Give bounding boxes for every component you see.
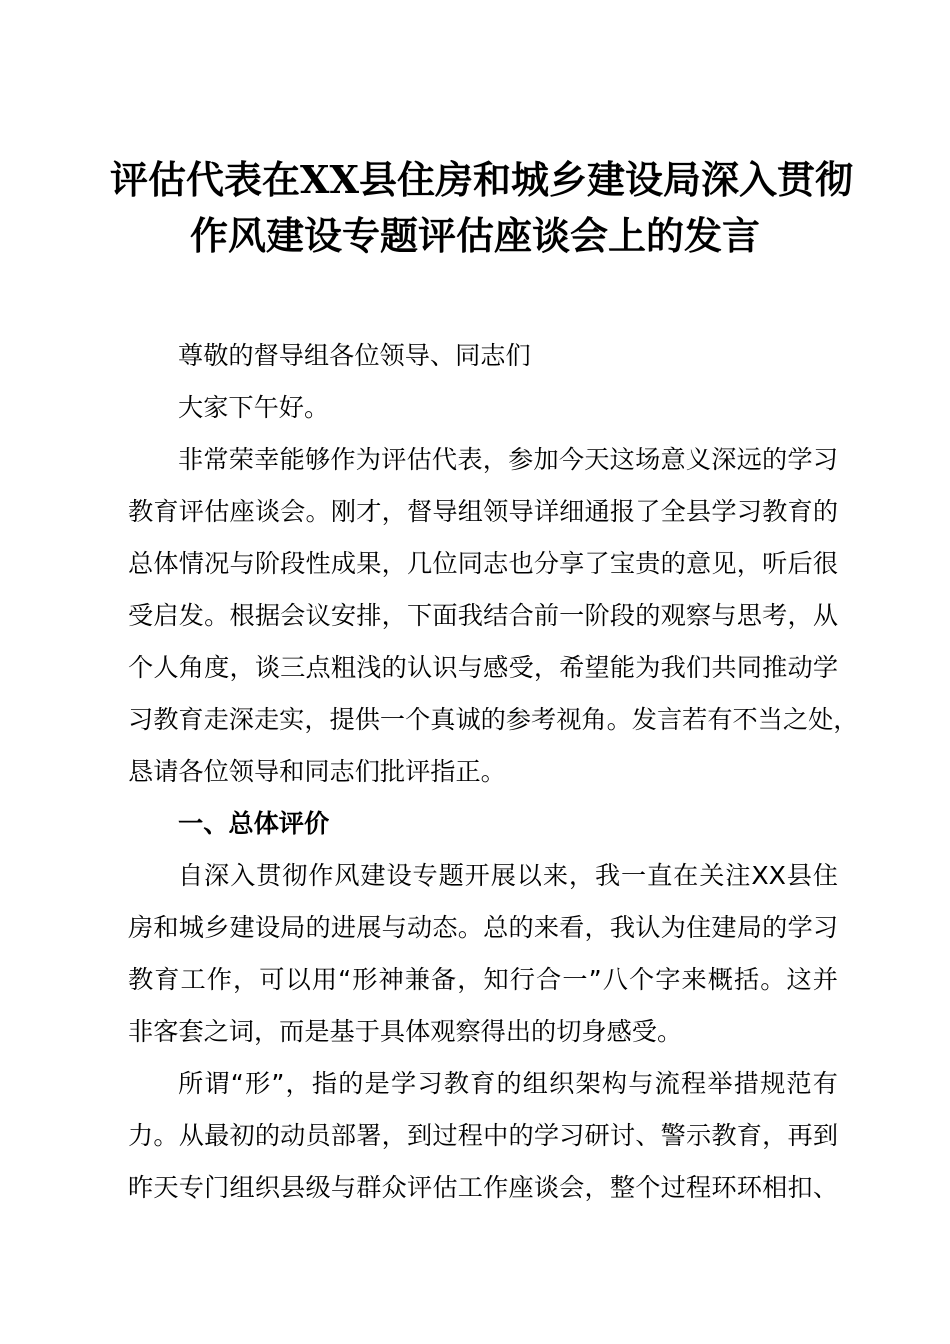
document-title-line-2: 作风建设专题评估座谈会上的发言 xyxy=(189,213,760,258)
paragraph-1-line: 受启发。根据会议安排，下面我结合前一阶段的观察与思考，从 xyxy=(128,601,838,630)
paragraph-2-line: 房和城乡建设局的进展与动态。总的来看，我认为住建局的学习 xyxy=(128,913,838,942)
paragraph-2-line: 教育工作，可以用“形神兼备，知行合一”八个字来概括。这并 xyxy=(128,965,838,994)
paragraph-2-line: 非客套之词，而是基于具体观察得出的切身感受。 xyxy=(128,1017,683,1046)
paragraph-3-line: 昨天专门组织县级与群众评估工作座谈会，整个过程环环相扣、 xyxy=(128,1173,838,1202)
paragraph-2-line: 自深入贯彻作风建设专题开展以来，我一直在关注XX县住 xyxy=(178,861,838,890)
paragraph-1-line: 总体情况与阶段性成果，几位同志也分享了宝贵的意见，听后很 xyxy=(128,549,838,578)
section-heading: 一、总体评价 xyxy=(178,809,330,838)
paragraph-1-line: 恳请各位领导和同志们批评指正。 xyxy=(128,757,506,786)
paragraph-1-line: 习教育走深走实，提供一个真诚的参考视角。发言若有不当之处， xyxy=(128,705,859,734)
greeting: 大家下午好。 xyxy=(178,393,330,422)
paragraph-1-line: 教育评估座谈会。刚才，督导组领导详细通报了全县学习教育的 xyxy=(128,497,838,526)
document-title-line-1: 评估代表在XX县住房和城乡建设局深入贯彻 xyxy=(110,157,853,202)
paragraph-1-line: 个人角度，谈三点粗浅的认识与感受，希望能为我们共同推动学 xyxy=(128,653,838,682)
paragraph-3-line: 力。从最初的动员部署，到过程中的学习研讨、警示教育，再到 xyxy=(128,1121,838,1150)
paragraph-1-line: 非常荣幸能够作为评估代表，参加今天这场意义深远的学习 xyxy=(178,445,838,474)
salutation: 尊敬的督导组各位领导、同志们 xyxy=(178,341,531,370)
paragraph-3-line: 所谓“形”，指的是学习教育的组织架构与流程举措规范有 xyxy=(178,1069,838,1098)
